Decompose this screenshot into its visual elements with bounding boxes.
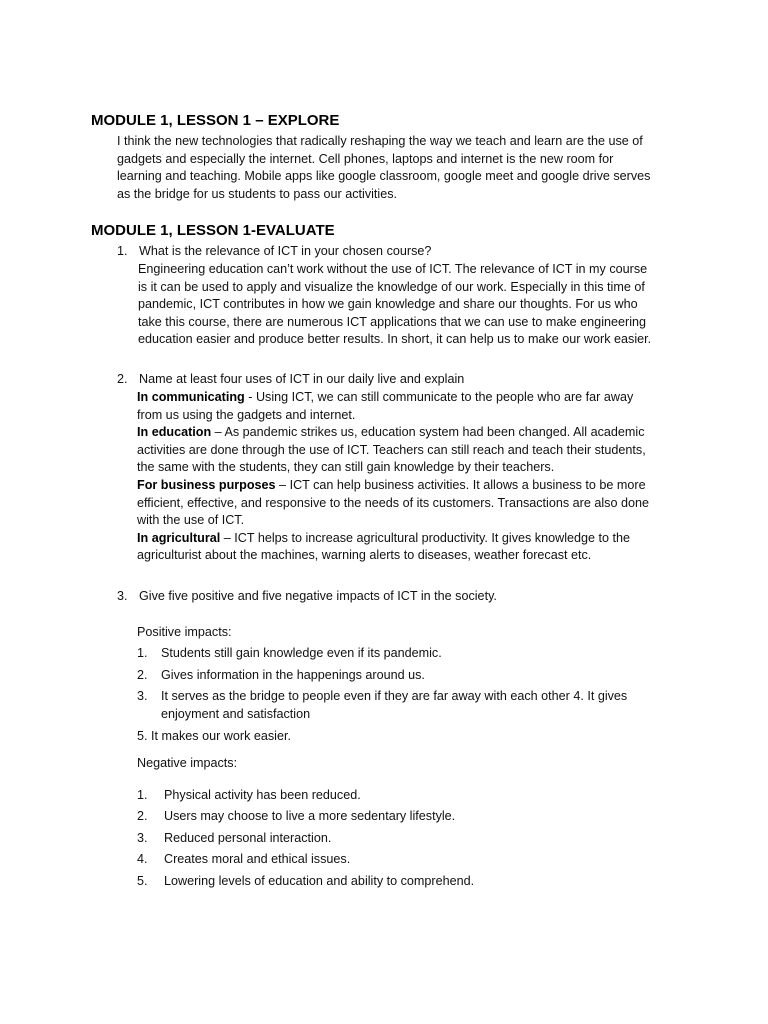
question-text: What is the relevance of ICT in your chosen course? <box>139 244 432 258</box>
explore-heading: MODULE 1, LESSON 1 – EXPLORE <box>91 112 340 129</box>
list-item-continuation: enjoyment and satisfaction <box>161 707 311 721</box>
list-item: Reduced personal interaction. <box>164 831 332 845</box>
positive-label: Positive impacts: <box>137 625 232 639</box>
negative-label: Negative impacts: <box>137 756 238 770</box>
use-line <box>137 389 707 407</box>
use-term: In communicating <box>137 390 245 404</box>
use-line: agriculturist about the machines, warning alerts to diseases, weather forecast etc. <box>137 548 592 563</box>
list-item: 5. It makes our work easier. <box>137 729 291 743</box>
list-number: 2. <box>137 668 148 682</box>
list-number: 4. <box>137 852 148 866</box>
answer-line: pandemic, ICT contributes in how we gain knowledge and share our thoughts. For us who <box>138 297 638 312</box>
use-term: In agricultural <box>137 530 221 545</box>
list-item: It serves as the bridge to people even if they are far away with each other 4. It gives <box>161 689 628 703</box>
question-text: Name at least four uses of ICT in our daily live and explain <box>139 372 465 386</box>
use-line <box>137 424 707 442</box>
list-item: Physical activity has been reduced. <box>164 788 361 802</box>
explore-line: as the bridge for us students to pass our activities. <box>117 186 398 201</box>
list-number: 5. <box>137 874 148 888</box>
use-text: – ICT helps to increase agricultural productivity. It gives knowledge to the <box>220 530 631 545</box>
use-term: In education <box>137 425 212 440</box>
list-item: Lowering levels of education and ability to comprehend. <box>164 874 475 888</box>
list-item: Users may choose to live a more sedentary lifestyle. <box>164 809 456 823</box>
question-number: 3. <box>117 589 128 603</box>
list-item: Gives information in the happenings around us. <box>161 668 425 682</box>
explore-line: learning and teaching. Mobile apps like google classroom, google meet and google drive serves <box>117 169 651 184</box>
list-number: 2. <box>137 809 148 823</box>
use-line: activities are done through the use of ICT. Teachers can still reach and teach their students, <box>137 442 646 457</box>
use-line <box>137 530 707 548</box>
list-number: 3. <box>137 831 148 845</box>
question-text: Give five positive and five negative impacts of ICT in the society. <box>139 589 497 603</box>
list-item: Creates moral and ethical issues. <box>164 852 351 866</box>
use-line: the same with the students, they can still gain knowledge by their teachers. <box>137 460 555 475</box>
answer-line: education easier and produce better results. In short, it can help us to make our work easier. <box>138 332 652 347</box>
list-number: 1. <box>137 788 148 802</box>
answer-line: Engineering education can’t work without the use of ICT. The relevance of ICT in my course <box>138 262 648 276</box>
question-number: 2. <box>117 372 128 386</box>
use-text: - Using ICT, we can still communicate to the people who are far away <box>244 390 634 404</box>
list-number: 1. <box>137 646 148 660</box>
answer-line: is it can be used to apply and visualize the knowledge of our work. Especially in this time of <box>138 279 645 294</box>
use-line: efficient, effective, and responsive to the needs of its customers. Transactions are also done <box>137 495 649 510</box>
answer-line: take this course, there are numerous ICT applications that we can use to make engineering <box>138 314 646 329</box>
list-item: Students still gain knowledge even if its pandemic. <box>161 646 442 660</box>
explore-line: I think the new technologies that radically reshaping the way we teach and learn are the use of <box>117 134 643 148</box>
use-text: – ICT can help business activities. It allows a business to be more <box>275 477 646 492</box>
list-number: 3. <box>137 689 148 703</box>
question-number: 1. <box>117 244 128 258</box>
use-term: For business purposes <box>137 477 276 492</box>
evaluate-heading: MODULE 1, LESSON 1-EVALUATE <box>91 222 335 239</box>
use-line <box>137 477 707 495</box>
answer-paragraph <box>138 261 698 349</box>
explore-paragraph <box>117 133 677 203</box>
explore-line: gadgets and especially the internet. Cell phones, laptops and internet is the new room for <box>117 151 614 166</box>
uses-list <box>137 389 707 565</box>
use-line: with the use of ICT. <box>137 513 245 528</box>
use-line: from us using the gadgets and internet. <box>137 407 356 422</box>
use-text: – As pandemic strikes us, education system had been changed. All academic <box>211 425 645 440</box>
